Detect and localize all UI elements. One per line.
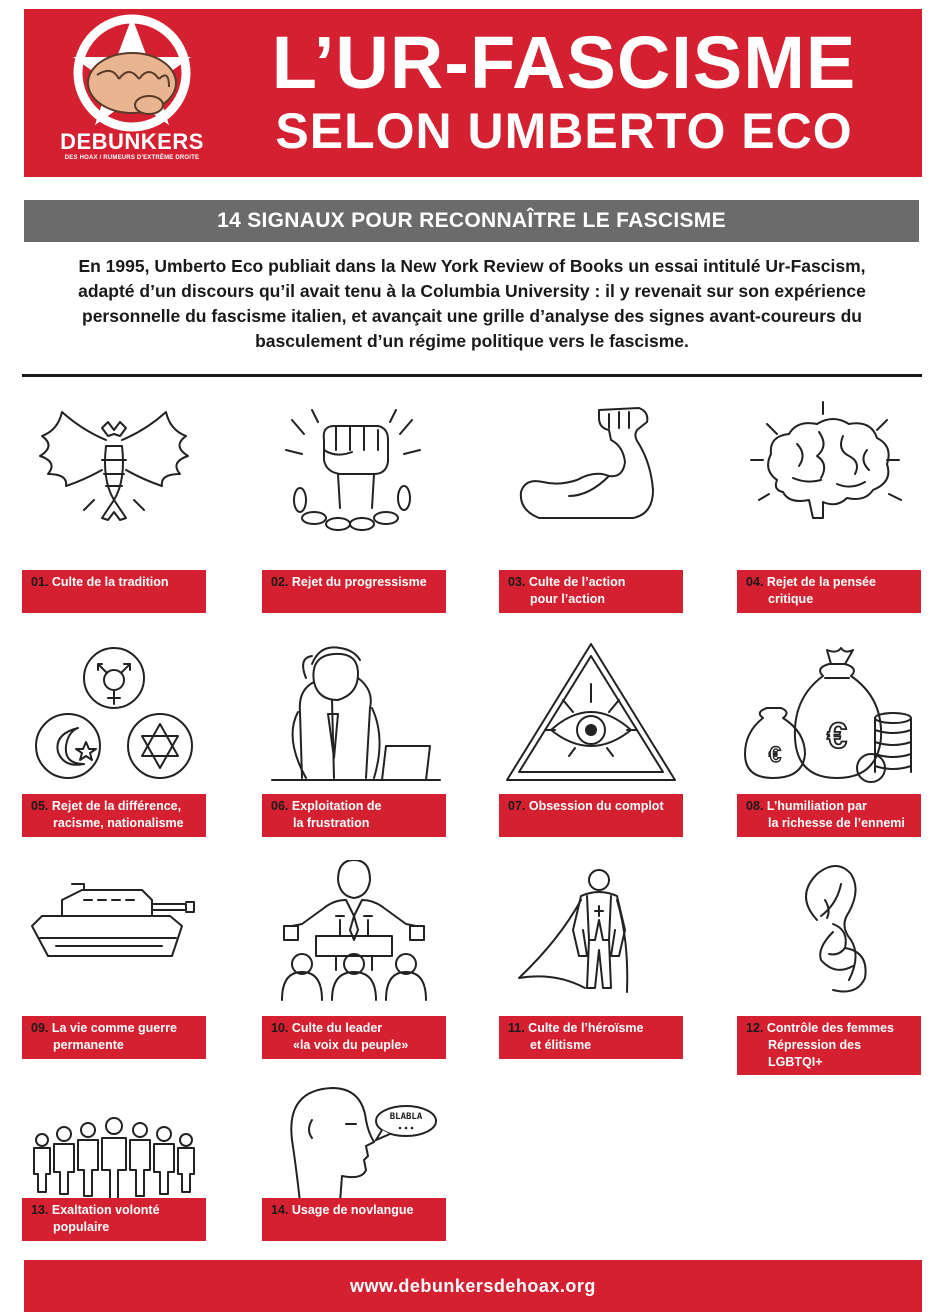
money-bags-icon [737, 638, 921, 788]
section-title: 14 SIGNAUX POUR RECONNAÎTRE LE FASCISME [217, 209, 726, 232]
divider [22, 374, 922, 377]
pregnant-woman-icon [737, 860, 921, 1010]
frustrated-man-icon [262, 638, 446, 788]
eagle-icon [22, 400, 206, 550]
signal-label: 02. Rejet du progressisme [262, 570, 446, 613]
signal-label: 13. Exaltation volonté populaire [22, 1198, 206, 1241]
signal-label: 05. Rejet de la différence, racisme, nationalisme [22, 794, 206, 837]
speech-bubble-icon [374, 1104, 438, 1144]
footer-banner [24, 1260, 922, 1312]
intro-line: basculement d’un régime politique vers le fascisme. [255, 331, 689, 351]
signal-label: 09. La vie comme guerre permanente [22, 1016, 206, 1059]
footer-link[interactable]: www.debunkersdehoax.org [350, 1276, 596, 1296]
fist-star-icon [57, 13, 207, 133]
speech-bubble [374, 1104, 438, 1138]
svg-text:€: € [768, 742, 782, 767]
header-banner [24, 9, 922, 177]
brain-icon [737, 400, 921, 550]
logo-name: DEBUNKERS [60, 129, 204, 154]
signal-label: 08. L’humiliation par la richesse de l’ennemi [737, 794, 921, 837]
signal-label: 06. Exploitation de la frustration [262, 794, 446, 837]
signal-label: 04. Rejet de la pensée critique [737, 570, 921, 613]
signal-label: 10. Culte du leader «la voix du peuple» [262, 1016, 446, 1059]
tank-icon [22, 860, 206, 1010]
page-subtitle-title: SELON UMBERTO ECO [275, 103, 853, 159]
page-title: L’UR-FASCISME [271, 21, 857, 104]
eye-pyramid-icon [499, 638, 683, 788]
signal-label: 01. Culte de la tradition [22, 570, 206, 613]
superhero-icon [499, 860, 683, 1010]
intro-line: personnelle du fascisme italien, et avançait une grille d’analyse des signes avant-coureurs du [82, 306, 862, 326]
flexed-arm-icon [499, 400, 683, 550]
intro-line: adapté d’un discours qu’il avait tenu à la Columbia University : il y revenait sur son expérience [78, 281, 866, 301]
intro-paragraph [34, 254, 910, 354]
signal-label: 07. Obsession du complot [499, 794, 683, 837]
svg-text:€: € [826, 715, 848, 756]
religious-symbols-icon [22, 638, 206, 788]
signal-label: 12. Contrôle des femmes Répression des LGBTQI+ [737, 1016, 921, 1075]
chained-fist-icon [262, 400, 446, 550]
signal-label: 11. Culte de l’héroïsme et élitisme [499, 1016, 683, 1059]
logo-tagline: DES HOAX / RUMEURS D'EXTRÊME DROITE [64, 155, 200, 161]
speech-bubble-text: BLABLA [389, 1112, 423, 1122]
debunkers-logo[interactable] [57, 13, 207, 173]
intro-line: En 1995, Umberto Eco publiait dans la New York Review of Books un essai intitulé Ur-Fascism, [78, 256, 866, 276]
signal-label: 14. Usage de novlangue [262, 1198, 446, 1241]
signal-label: 03. Culte de l’action pour l’action [499, 570, 683, 613]
leader-speech-icon [262, 860, 446, 1010]
section-bar [24, 200, 919, 242]
